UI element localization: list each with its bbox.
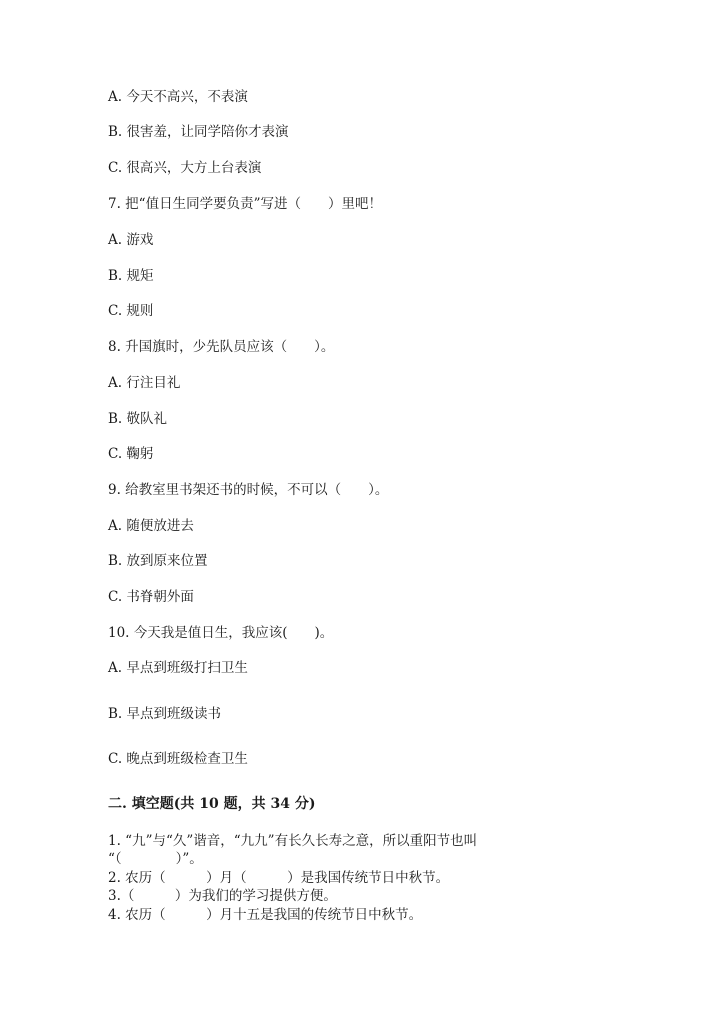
fill-q1-line2: “（ ）”。 xyxy=(108,851,203,867)
q9-option-a: A. 随便放进去 xyxy=(108,518,194,534)
q10-stem: 10. 今天我是值日生，我应该( )。 xyxy=(108,625,334,641)
q9-option-b: B. 放到原来位置 xyxy=(108,553,208,569)
q8-option-c: C. 鞠躬 xyxy=(108,446,154,462)
q7-option-c: C. 规则 xyxy=(108,303,154,319)
q6-option-a: A. 今天不高兴，不表演 xyxy=(108,89,248,105)
section-heading: 二. 填空题(共 10 题，共 34 分) xyxy=(108,796,316,812)
q7-option-b: B. 规矩 xyxy=(108,268,154,284)
q9-stem: 9. 给教室里书架还书的时候，不可以（ ）。 xyxy=(108,482,389,498)
fill-q2: 2. 农历（ ）月（ ）是我国传统节日中秋节。 xyxy=(108,870,450,886)
q8-option-a: A. 行注目礼 xyxy=(108,375,181,391)
q9-option-c: C. 书脊朝外面 xyxy=(108,589,194,605)
q10-option-c: C. 晚点到班级检查卫生 xyxy=(108,751,248,767)
q10-option-b: B. 早点到班级读书 xyxy=(108,706,222,722)
q10-option-a: A. 早点到班级打扫卫生 xyxy=(108,660,248,676)
q7-stem: 7. 把“值日生同学要负责”写进（ ）里吧！ xyxy=(108,196,382,212)
fill-q3: 3.（ ）为我们的学习提供方便。 xyxy=(108,888,337,904)
q7-option-a: A. 游戏 xyxy=(108,232,154,248)
fill-q4: 4. 农历（ ）月十五是我国的传统节日中秋节。 xyxy=(108,907,423,923)
q8-stem: 8. 升国旗时，少先队员应该（ ）。 xyxy=(108,339,335,355)
q6-option-c: C. 很高兴，大方上台表演 xyxy=(108,160,262,176)
fill-q1-line1: 1. “九”与“久”谐音，“九九”有长久长寿之意，所以重阳节也叫 xyxy=(108,833,478,849)
q8-option-b: B. 敬队礼 xyxy=(108,411,168,427)
q6-option-b: B. 很害羞，让同学陪你才表演 xyxy=(108,124,289,140)
